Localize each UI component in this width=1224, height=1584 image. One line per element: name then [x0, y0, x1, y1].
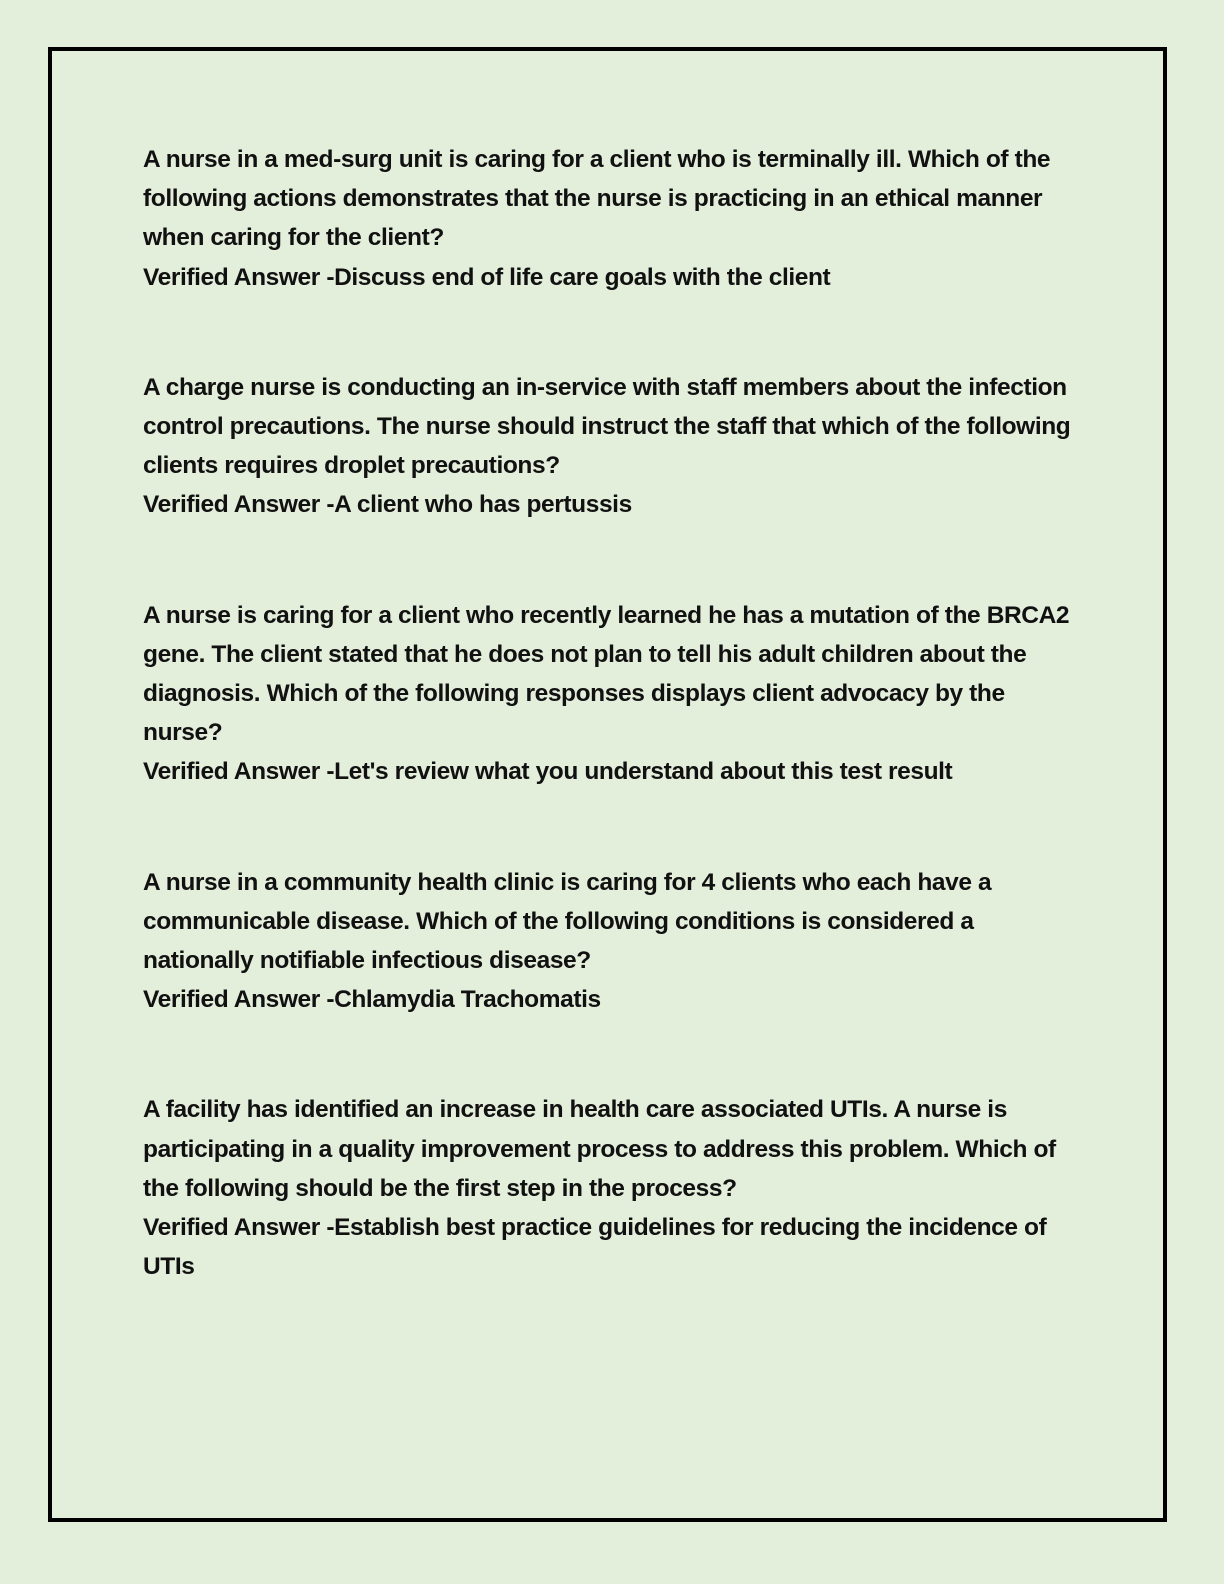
- question-text: A nurse in a community health clinic is caring for 4 clients who each have a communicable disease. Which of the following conditions is considered a nationally notifiable infectious disease?: [143, 868, 992, 975]
- answer-text: Verified Answer -Chlamydia Trachomatis: [143, 986, 601, 1014]
- qa-item: [143, 863, 1083, 1020]
- answer-text: Verified Answer -Establish best practice guidelines for reducing the incidence of UTIs: [143, 1214, 1047, 1281]
- qa-item: [143, 1090, 1083, 1286]
- question-text: A nurse is caring for a client who recently learned he has a mutation of the BRCA2 gene. The client stated that he does not plan to tell his adult children about the diagnosis. Which of the following responses displays client advocacy by the nurse?: [143, 601, 1070, 747]
- question-text: A charge nurse is conducting an in-service with staff members about the infection control precautions. The nurse should instruct the staff that which of the following clients requires droplet precautions?: [143, 373, 1071, 480]
- qa-item: [143, 368, 1083, 525]
- question-list: [143, 140, 1083, 1286]
- answer-text: Verified Answer -Let's review what you understand about this test result: [143, 758, 953, 786]
- question-text: A nurse in a med-surg unit is caring for a client who is terminally ill. Which of the following actions demonstrates that the nurse is practicing in an ethical manner when caring for the client?: [143, 146, 1051, 252]
- question-text: A facility has identified an increase in health care associated UTIs. A nurse is participating in a quality improvement process to address this problem. Which of the following should be the first step in the process?: [143, 1096, 1056, 1202]
- answer-text: Verified Answer -Discuss end of life care goals with the client: [143, 263, 831, 291]
- qa-item: [143, 140, 1083, 297]
- qa-item: [143, 596, 1083, 792]
- answer-text: Verified Answer -A client who has pertussis: [143, 491, 632, 519]
